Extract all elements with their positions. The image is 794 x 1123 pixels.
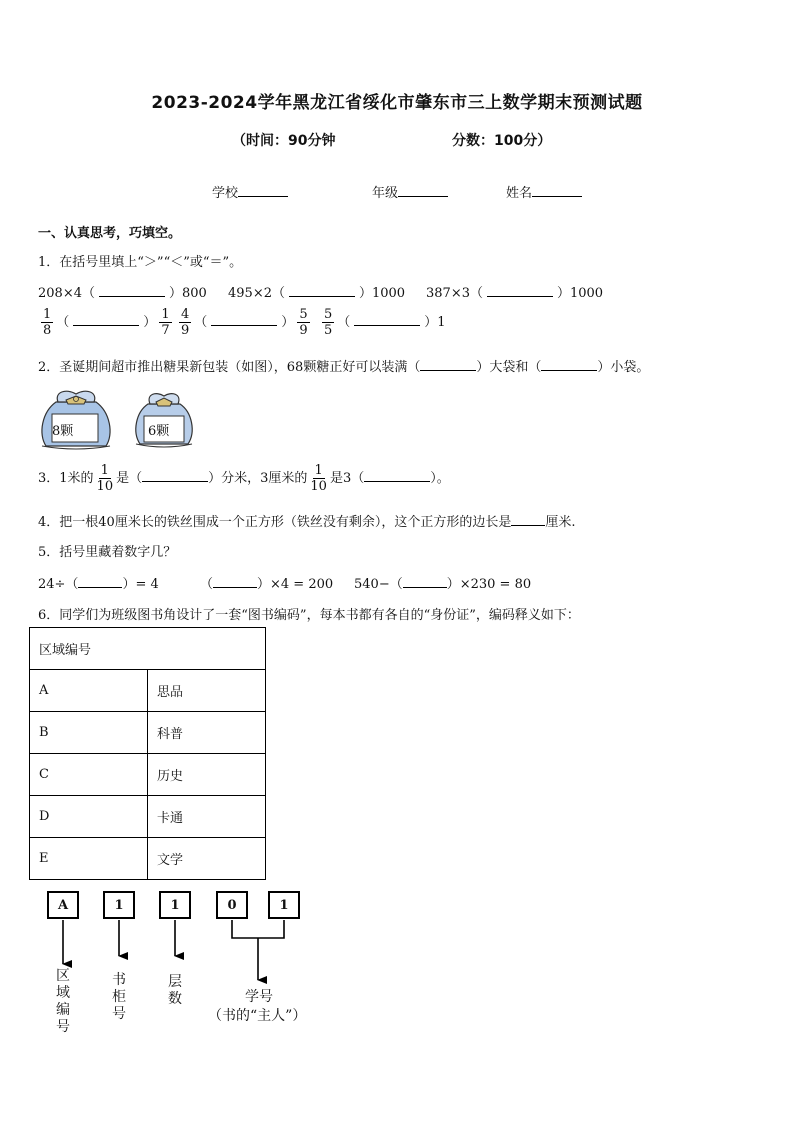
table-row: D 卡通 bbox=[30, 796, 266, 838]
code-box-layer: 1 bbox=[159, 891, 191, 919]
big-candy-bag bbox=[36, 384, 116, 452]
code-box-shelf: 1 bbox=[103, 891, 135, 919]
label-student-number: 学号 bbox=[245, 989, 273, 1005]
grade-label: 年级 bbox=[372, 186, 399, 201]
fraction: $\frac{4}{9}$ bbox=[181, 307, 190, 338]
table-row: A 思品 bbox=[30, 670, 266, 712]
exam-score: 分数：100分） bbox=[452, 133, 552, 149]
table-header: 区域编号 bbox=[30, 628, 266, 670]
table-row: B 科普 bbox=[30, 712, 266, 754]
area-code-table bbox=[29, 627, 266, 880]
q1-prompt: 1．在括号里填上“＞”“＜”或“＝”。 bbox=[38, 255, 243, 270]
school-blank bbox=[238, 184, 288, 197]
exam-time: （时间：90分钟 bbox=[232, 133, 336, 149]
section-heading: 一、认真思考，巧填空。 bbox=[38, 226, 182, 241]
small-bag-label: 6颗 bbox=[148, 424, 170, 439]
q5-eq2: （ ）×4 = 200 bbox=[200, 577, 334, 592]
q1-row2-c: $\frac{5}{5}$ （ ）1 bbox=[324, 307, 446, 338]
name-blank bbox=[532, 184, 582, 197]
q5-eq3: 540−（ ）×230 = 80 bbox=[354, 577, 532, 592]
code-box-area: A bbox=[47, 891, 79, 919]
grade-field bbox=[372, 182, 448, 201]
fraction: $\frac{5}{5}$ bbox=[324, 307, 333, 338]
q1-row2-b: $\frac{4}{9}$ （ ） $\frac{5}{9}$ bbox=[181, 307, 308, 338]
fraction: $\frac{1}{8}$ bbox=[43, 307, 52, 338]
q5-eq1: 24÷（ ）= 4 bbox=[38, 577, 159, 592]
big-bag-label: 8颗 bbox=[52, 424, 74, 439]
small-candy-bag bbox=[132, 388, 196, 448]
fraction: $\frac{1}{10}$ bbox=[310, 463, 327, 494]
fraction: $\frac{5}{9}$ bbox=[299, 307, 308, 338]
q6-prompt: 6．同学们为班级图书角设计了一套“图书编码”，每本书都有各自的“身份证”，编码释义如下： bbox=[38, 608, 580, 623]
table-row: C 历史 bbox=[30, 754, 266, 796]
page-title: 2023-2024学年黑龙江省绥化市肇东市三上数学期末预测试题 bbox=[151, 93, 643, 113]
code-box-student-1: 0 bbox=[216, 891, 248, 919]
table-row: E 文学 bbox=[30, 838, 266, 880]
q1-row1-a: 208×4（ ）800 bbox=[38, 286, 207, 301]
name-field bbox=[506, 182, 582, 201]
q1-row1-b: 495×2（ ）1000 bbox=[228, 286, 406, 301]
table-row bbox=[30, 628, 266, 670]
q1-row2-a: $\frac{1}{8}$ （ ） $\frac{1}{7}$ bbox=[43, 307, 170, 338]
fraction: $\frac{1}{10}$ bbox=[96, 463, 114, 494]
label-layer-number: 层数 bbox=[168, 974, 182, 1007]
code-box-student-2: 1 bbox=[268, 891, 300, 919]
q3: 3．1米的 $\frac{1}{10}$ 是（ ）分米，3厘米的 $\frac{1}{10}$ 是3（ ）。 bbox=[38, 463, 450, 494]
school-field bbox=[212, 182, 288, 201]
school-label: 学校 bbox=[212, 186, 239, 201]
label-area-code: 区域编号 bbox=[56, 968, 70, 1035]
label-shelf-number: 书柜号 bbox=[112, 972, 126, 1022]
fraction: $\frac{1}{7}$ bbox=[161, 307, 170, 338]
q4: 4．把一根40厘米长的铁丝围成一个正方形（铁丝没有剩余），这个正方形的边长是 厘米. bbox=[38, 515, 576, 530]
name-label: 姓名 bbox=[506, 186, 533, 201]
q1-row1-c: 387×3（ ）1000 bbox=[426, 286, 604, 301]
grade-blank bbox=[398, 184, 448, 197]
q5-prompt: 5．括号里藏着数字几？ bbox=[38, 545, 177, 560]
label-book-owner: （书的“主人”） bbox=[208, 1008, 307, 1024]
q2-prompt: 2．圣诞期间超市推出糖果新包装（如图），68颗糖正好可以装满（ ）大袋和（ ）小袋。 bbox=[38, 360, 650, 375]
